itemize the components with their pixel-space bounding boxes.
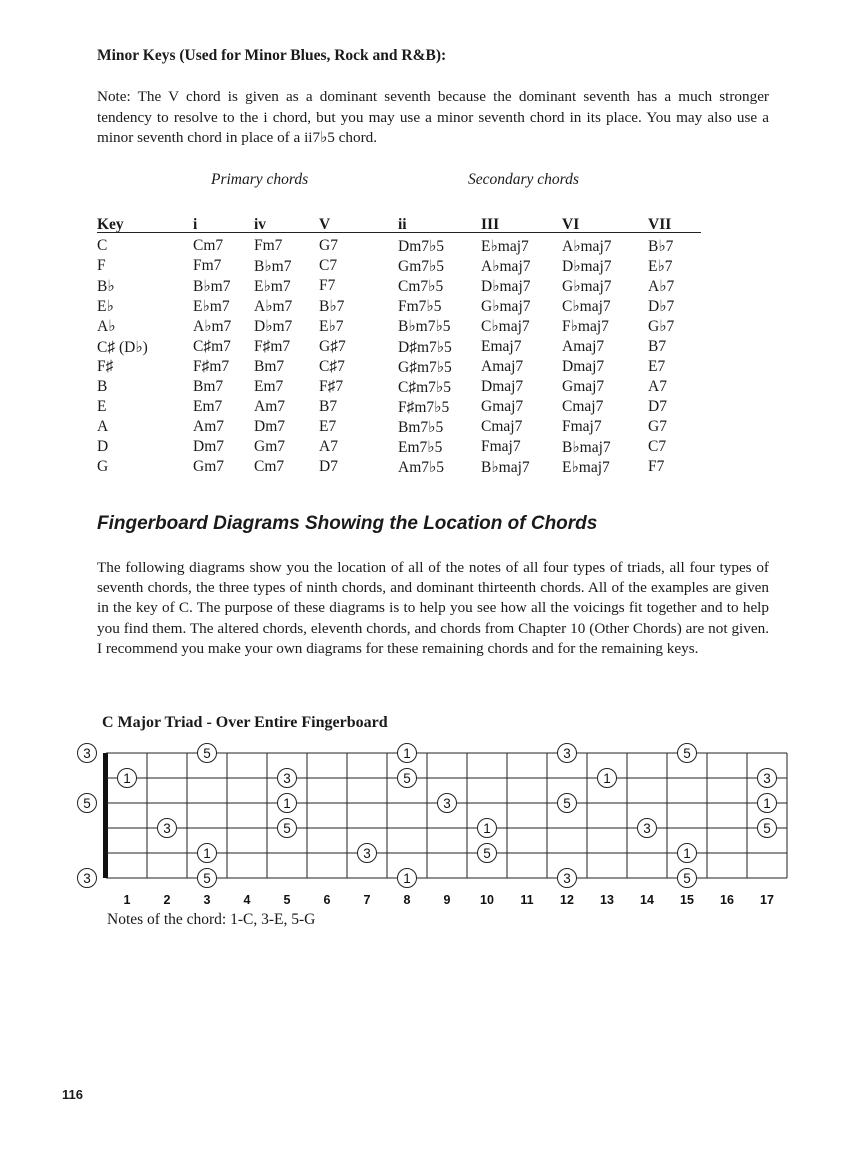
table-chord-cell: Cm7: [254, 458, 285, 476]
note-marker-label: 3: [763, 770, 771, 786]
fret-number: 17: [760, 893, 774, 907]
table-chord-cell: D♭m7: [254, 318, 293, 336]
table-chord-cell: Dmaj7: [562, 357, 605, 375]
table-chord-cell: F7: [319, 277, 336, 295]
header-v: V: [319, 216, 331, 233]
table-chord-cell: E7: [648, 357, 666, 375]
note-marker-label: 3: [563, 870, 571, 886]
table-chord-cell: Cmaj7: [481, 417, 523, 435]
table-chord-cell: Am7: [193, 417, 224, 435]
note-marker-label: 5: [283, 820, 291, 836]
table-chord-cell: Gm7♭5: [398, 258, 445, 276]
table-key-cell: F: [97, 257, 106, 275]
table-chord-cell: Cm7♭5: [398, 278, 444, 296]
table-chord-cell: D7: [319, 458, 338, 476]
primary-chords-label: Primary chords: [211, 171, 309, 188]
table-chord-cell: Fmaj7: [481, 438, 521, 455]
note-marker-label: 1: [283, 795, 291, 811]
table-chord-cell: B♭maj7: [481, 459, 530, 477]
table-chord-cell: D♭7: [648, 298, 675, 316]
table-chord-cell: A♭m7: [193, 318, 232, 336]
table-key-cell: A♭: [97, 318, 116, 336]
table-key-cell: E♭: [97, 298, 114, 316]
fret-number: 6: [323, 893, 331, 907]
note-marker-label: 3: [163, 820, 171, 836]
fret-number: 16: [720, 893, 734, 907]
table-chord-cell: Em7: [193, 397, 223, 415]
header-key: Key: [97, 216, 124, 233]
table-chord-cell: A♭maj7: [481, 258, 531, 276]
note-marker-label: 3: [283, 770, 291, 786]
header-ii: ii: [398, 216, 407, 233]
table-chord-cell: Bm7♭5: [398, 418, 444, 436]
table-chord-cell: B♭7: [648, 238, 674, 255]
table-chord-cell: Gm7: [254, 438, 285, 455]
table-key-cell: D: [97, 438, 109, 455]
table-chord-cell: Cmaj7: [562, 397, 604, 415]
table-chord-cell: Am7: [254, 397, 285, 415]
note-marker-label: 5: [403, 770, 411, 786]
table-key-cell: G: [97, 458, 109, 476]
table-chord-cell: Am7♭5: [398, 459, 445, 477]
table-chord-cell: G7: [648, 417, 667, 435]
secondary-chords-label: Secondary chords: [468, 171, 579, 188]
table-chord-cell: F♯7: [319, 377, 344, 395]
fret-number: 2: [163, 893, 171, 907]
table-header-rule: [97, 232, 701, 233]
header-iv: iv: [254, 216, 267, 233]
table-chord-cell: Em7: [254, 377, 284, 395]
table-key-cell: C: [97, 237, 108, 254]
table-chord-cell: B7: [648, 337, 667, 355]
note-marker-label: 3: [363, 845, 371, 861]
header-i: i: [193, 216, 198, 233]
header-vii: VII: [648, 216, 672, 233]
table-chord-cell: D♯m7♭5: [398, 338, 452, 356]
table-key-cell: C♯ (D♭): [97, 338, 148, 356]
header-iii: III: [481, 216, 500, 233]
table-chord-cell: Cm7: [193, 237, 224, 254]
table-chord-cell: A7: [648, 377, 667, 395]
table-chord-cell: G♯7: [319, 337, 346, 355]
table-chord-cell: E7: [319, 417, 337, 435]
table-chord-cell: F7: [648, 458, 665, 476]
table-chord-cell: Dm7: [193, 438, 224, 455]
fingerboard-paragraph: The following diagrams show you the location of all of the notes of all four types of triads, all four types of seventh chords, the three types of ninth chords, and dominant thirteenth chords. All of the examples are given in the key of C. The purpose of these diagrams is to help you see how all the voicings fit together and to help you find them. The altered chords, eleventh chords, and chords from Chapter 10 (Other Chords) are not given. I recommend you make your own diagrams for these remaining chords and for the remaining keys.: [97, 559, 769, 657]
section-title: Minor Keys (Used for Minor Blues, Rock and R&B):: [97, 47, 447, 64]
fret-number: 9: [443, 893, 451, 907]
table-chord-cell: Dm7: [254, 417, 285, 435]
note-marker-label: 5: [203, 745, 211, 761]
table-chord-cell: Em7♭5: [398, 439, 443, 456]
table-chord-cell: G♭7: [648, 318, 675, 336]
table-chord-cell: C♯m7♭5: [398, 378, 451, 396]
table-chord-cell: E♭maj7: [562, 459, 610, 477]
note-marker-label: 1: [683, 845, 691, 861]
table-chord-cell: Emaj7: [481, 337, 522, 355]
fret-number: 12: [560, 893, 574, 907]
fingerboard-section-title: Fingerboard Diagrams Showing the Location of Chords: [97, 513, 598, 534]
table-chord-cell: Fm7♭5: [398, 298, 442, 316]
note-marker-label: 3: [563, 745, 571, 761]
table-chord-cell: E♭maj7: [481, 238, 529, 255]
table-chord-cell: G7: [319, 237, 338, 254]
note-marker-label: 1: [403, 870, 411, 886]
note-marker-label: 3: [443, 795, 451, 811]
note-marker-label: 1: [403, 745, 411, 761]
note-marker-label: 5: [203, 870, 211, 886]
fret-number: 15: [680, 893, 694, 907]
table-chord-cell: Fm7: [254, 237, 283, 254]
table-chord-cell: Amaj7: [562, 337, 605, 355]
open-string-marker-label: 3: [83, 745, 91, 761]
chord-notes-caption: Notes of the chord: 1-C, 3-E, 5-G: [107, 911, 316, 928]
page-number: 116: [62, 1087, 83, 1102]
table-chord-cell: E♭7: [319, 318, 344, 336]
table-chord-cell: E♭m7: [254, 278, 291, 296]
table-chord-cell: Gm7: [193, 458, 224, 476]
table-key-cell: A: [97, 417, 109, 435]
table-chord-cell: D♭maj7: [481, 278, 531, 296]
table-chord-cell: F♯m7: [193, 357, 230, 375]
table-chord-cell: F♯m7: [254, 337, 291, 355]
table-key-cell: B: [97, 377, 108, 395]
table-chord-cell: E♭7: [648, 258, 673, 276]
table-key-cell: B♭: [97, 278, 115, 296]
note-marker-label: 3: [643, 820, 651, 836]
table-chord-cell: B♭m7♭5: [398, 318, 451, 336]
header-vi: VI: [562, 216, 580, 233]
table-chord-cell: Bm7: [193, 377, 224, 395]
table-chord-cell: Amaj7: [481, 357, 524, 375]
table-chord-cell: E♭m7: [193, 298, 230, 316]
fret-number: 14: [640, 893, 654, 907]
table-chord-cell: F♭maj7: [562, 318, 609, 336]
table-chord-cell: B♭m7: [254, 258, 292, 276]
table-chord-cell: A♭m7: [254, 298, 293, 316]
table-chord-cell: D7: [648, 397, 667, 415]
fret-number: 5: [283, 893, 291, 907]
nut: [103, 753, 108, 878]
table-key-cell: E: [97, 397, 107, 415]
note-marker-label: 5: [563, 795, 571, 811]
table-chord-cell: C♯m7: [193, 337, 231, 355]
table-chord-cell: B7: [319, 397, 338, 415]
note-marker-label: 1: [763, 795, 771, 811]
table-chord-cell: C7: [648, 438, 667, 455]
fret-number: 1: [123, 893, 131, 907]
table-chord-cell: A♭maj7: [562, 238, 612, 255]
table-chord-cell: A♭7: [648, 278, 675, 296]
table-chord-cell: Gmaj7: [481, 397, 524, 415]
note-marker-label: 5: [483, 845, 491, 861]
table-chord-cell: G♭maj7: [562, 278, 612, 296]
table-chord-cell: A7: [319, 438, 338, 455]
note-paragraph: Note: The V chord is given as a dominant seventh because the dominant seventh has a much stronger tendency to resolve to the i chord, but you may use a minor seventh chord in its place. You may also use a minor seventh chord in place of a ii7♭5 chord.: [97, 88, 769, 146]
table-chord-cell: F♯m7♭5: [398, 398, 450, 416]
table-key-cell: F♯: [97, 357, 114, 375]
fret-number: 3: [203, 893, 211, 907]
table-chord-cell: C♭maj7: [562, 298, 611, 316]
fret-number: 7: [363, 893, 371, 907]
note-marker-label: 1: [203, 845, 211, 861]
table-chord-cell: Dmaj7: [481, 377, 524, 395]
table-chord-cell: B♭m7: [193, 278, 231, 296]
table-chord-cell: G♯m7♭5: [398, 358, 452, 376]
diagram-title: C Major Triad - Over Entire Fingerboard: [102, 714, 388, 731]
fret-number: 8: [403, 893, 411, 907]
open-string-marker-label: 5: [83, 795, 91, 811]
note-marker-label: 1: [603, 770, 611, 786]
table-chord-cell: C♭maj7: [481, 318, 530, 336]
open-string-marker-label: 3: [83, 870, 91, 886]
fretboard-diagram: [0, 735, 864, 907]
table-chord-cell: Fmaj7: [562, 417, 602, 435]
note-marker-label: 5: [763, 820, 771, 836]
table-chord-cell: B♭maj7: [562, 439, 611, 456]
note-marker-label: 5: [683, 745, 691, 761]
note-marker-label: 1: [123, 770, 131, 786]
table-chord-cell: C♯7: [319, 357, 345, 375]
table-chord-cell: C7: [319, 257, 338, 275]
table-chord-cell: G♭maj7: [481, 298, 531, 316]
table-chord-cell: D♭maj7: [562, 258, 612, 276]
fret-number: 4: [243, 893, 251, 907]
fret-number: 10: [480, 893, 494, 907]
table-chord-cell: B♭7: [319, 298, 345, 316]
table-chord-cell: Fm7: [193, 257, 222, 275]
fret-number: 11: [520, 893, 534, 907]
table-chord-cell: Gmaj7: [562, 377, 605, 395]
note-marker-label: 1: [483, 820, 491, 836]
note-marker-label: 5: [683, 870, 691, 886]
table-chord-cell: Bm7: [254, 357, 285, 375]
fret-number: 13: [600, 893, 614, 907]
table-chord-cell: Dm7♭5: [398, 238, 445, 255]
